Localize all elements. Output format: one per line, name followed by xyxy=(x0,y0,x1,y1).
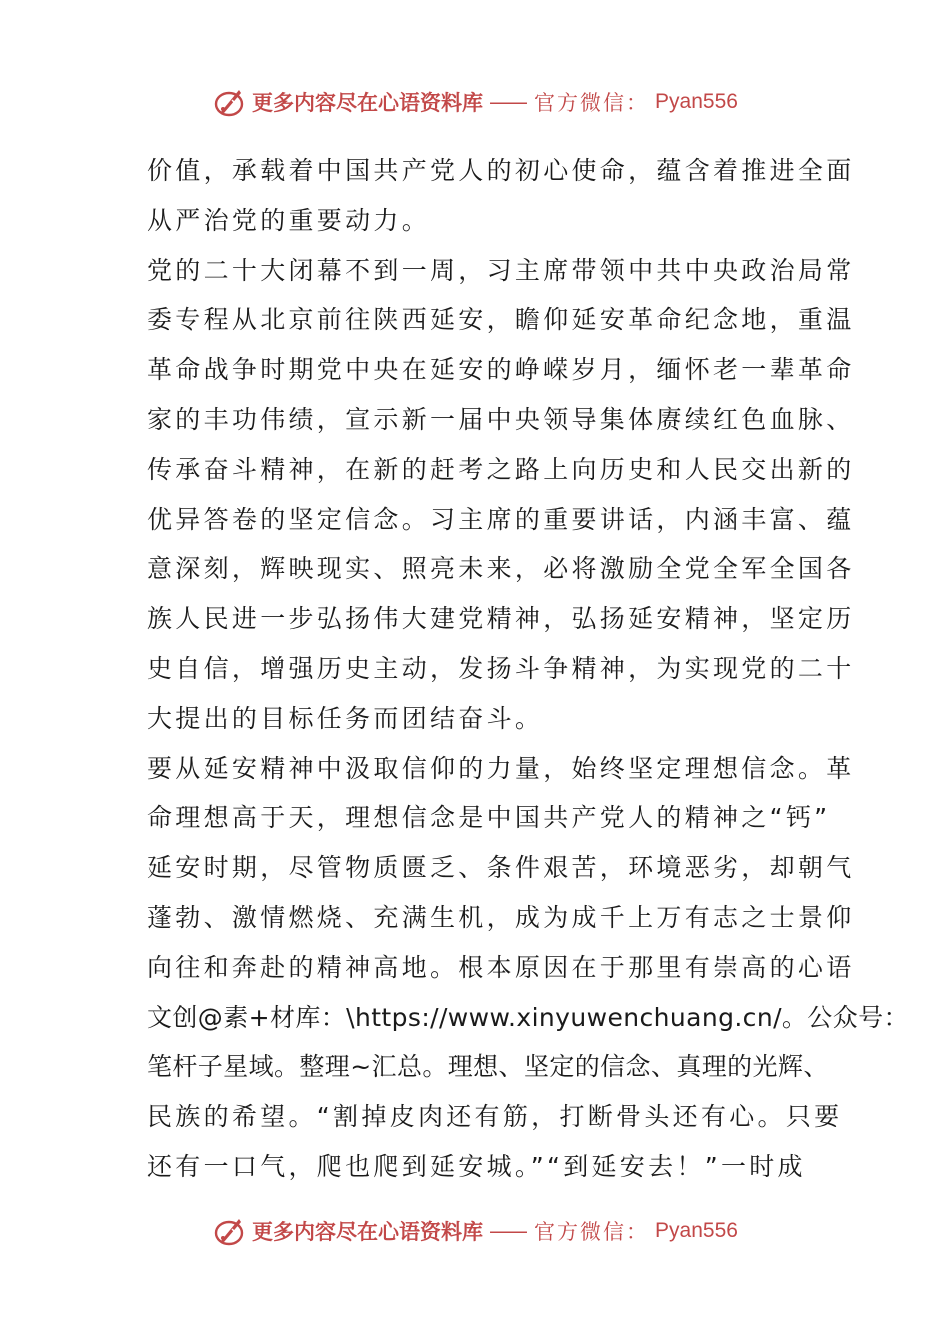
text-line: 延安时期，尽管物质匮乏、条件艰苦，环境恶劣，却朝气 xyxy=(147,853,855,883)
text-line: 优异答卷的坚定信念。习主席的重要讲话，内涵丰富、蕴 xyxy=(147,504,855,534)
text-line: 还有一口气，爬也爬到延安城。”“到延安去！”一时成 xyxy=(147,1151,806,1181)
text-line: 族人民进一步弘扬伟大建党精神，弘扬延安精神，坚定历 xyxy=(147,604,855,634)
footer-banner xyxy=(0,1211,950,1251)
article-body xyxy=(147,146,909,1192)
text-line: 从严治党的重要动力。 xyxy=(147,205,431,235)
text-line: 命理想高于天，理想信念是中国共产党人的精神之“钙” xyxy=(147,803,831,833)
text-line-url: 文创@素+材库：\https://www.xinyuwenchuang.cn/。公众号： xyxy=(147,1002,909,1032)
footer-title: 更多内容尽在心语资料库 xyxy=(252,1219,484,1244)
text-line: 蓬勃、激情燃烧、充满生机，成为成千上万有志之士景仰 xyxy=(147,902,855,932)
header-banner xyxy=(0,82,950,122)
text-line: 传承奋斗精神，在新的赶考之路上向历史和人民交出新的 xyxy=(147,454,855,484)
footer-dash: —— xyxy=(489,1219,526,1243)
text-line: 革命战争时期党中央在延安的峥嵘岁月，缅怀老一辈革命 xyxy=(147,355,855,385)
quill-logo-icon xyxy=(212,1214,246,1248)
text-line: 委专程从北京前往陕西延安，瞻仰延安革命纪念地，重温 xyxy=(147,305,855,335)
header-dash: —— xyxy=(489,90,526,114)
text-line: 意深刻，辉映现实、照亮未来，必将激励全党全军全国各 xyxy=(147,554,855,584)
header-wechat-label: 官方微信： xyxy=(534,91,650,115)
text-line: 要从延安精神中汲取信仰的力量，始终坚定理想信念。革 xyxy=(147,753,855,783)
text-line: 大提出的目标任务而团结奋斗。 xyxy=(147,703,544,733)
text-line: 价值，承载着中国共产党人的初心使命，蕴含着推进全面 xyxy=(147,156,855,185)
text-line: 向往和奔赴的精神高地。根本原因在于那里有崇高的心语 xyxy=(147,952,855,982)
text-line: 笔杆子星域。整理~汇总。理想、坚定的信念、真理的光辉、 xyxy=(147,1052,829,1082)
header-title: 更多内容尽在心语资料库 xyxy=(252,90,484,115)
quill-logo-icon xyxy=(212,85,246,119)
text-line: 民族的希望。“割掉皮肉还有筋，打断骨头还有心。只要 xyxy=(147,1102,843,1132)
header-wechat-id: Pyan556 xyxy=(655,90,738,113)
footer-wechat-id: Pyan556 xyxy=(655,1219,738,1242)
text-line: 史自信，增强历史主动，发扬斗争精神，为实现党的二十 xyxy=(147,653,855,683)
text-line: 家的丰功伟绩，宣示新一届中央领导集体赓续红色血脉、 xyxy=(147,404,855,434)
footer-wechat-label: 官方微信： xyxy=(534,1220,650,1244)
text-line: 党的二十大闭幕不到一周，习主席带领中共中央政治局常 xyxy=(147,255,855,285)
